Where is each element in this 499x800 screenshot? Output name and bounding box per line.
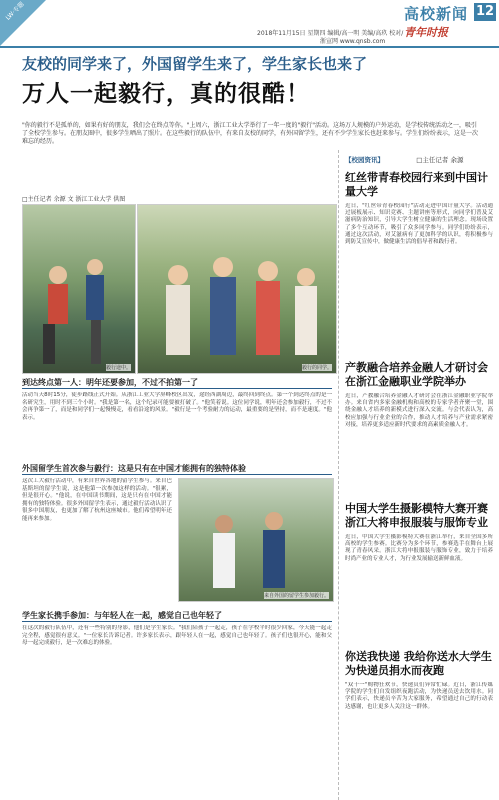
kicker: 友校的同学来了，外国留学生来了，学生家长也来了 <box>22 55 368 73</box>
masthead <box>0 0 499 46</box>
header-rule <box>0 46 499 48</box>
section-3-text: 在这次的毅行队伍中，还有一些特别的身影，他们是学生家长。"我们陪孩子一起走，孩子在学校平时很少回家，今天能一起走完全程，感觉很有意义。"一位家长告诉记者。许多家长表示，跟年轻人在一起，感觉自己也年轻了。孩子们也很开心，能和父母一起完成毅行，是一次难忘的体验。 <box>22 625 332 646</box>
column-label: 【校园资讯】 <box>345 156 384 164</box>
photo-foreign-students-illustration <box>179 479 333 601</box>
section-1-text: 活动当天8时15分，徒步路线正式开始。从浙江工业大学屏峰校区出发，途经西湖周边，最终回到终点。第一个到达终点的是一名研究生，用时不到三个小时。"我是第一名，这个纪录可能要被打破了。"他笑着说。这位同学说，明年还会参加毅行，不过不会再争第一了，而是和同学们一起慢慢走，看看沿途的风景。"毅行是一个考验耐力的运动，最重要的是坚持，而不是速度。"他表示。 <box>22 392 332 421</box>
byline: □主任记者 余源 文 浙江工业大学 供图 <box>22 196 126 203</box>
subhead-2: 外国留学生首次参与毅行：这是只有在中国才能拥有的独特体验 <box>22 464 246 473</box>
photo-caption: 毅行途中。 <box>105 365 131 371</box>
section-2-text: 这次工大毅行活动中，有来自世界各地的留学生参与。来自巴基斯坦的留学生说，这是他第一次参加这样的活动。"很累，但是很开心。"他说，在中国读书期间，这是只有在中国才能拥有的独特体验。很多外国留学生表示，通过毅行活动认识了很多中国朋友，也更加了解了杭州这座城市。他们希望明年还能再来参加。 <box>22 478 172 522</box>
headline: 万人一起毅行，真的很酷！ <box>22 81 310 107</box>
news-title: 产教融合培养金融人才研讨会在浙江金融职业学院举办 <box>345 361 488 388</box>
subhead-rule <box>22 474 332 475</box>
photo-caption: 毅行的同学。 <box>301 365 332 371</box>
photo-foreign-students <box>178 478 334 602</box>
subhead-3: 学生家长携手参加：与年轻人在一起，感觉自己也年轻了 <box>22 611 222 620</box>
lead-paragraph: "你的毅行不是孤单的，如果有好的朋友，我们会在终点等你。"上周六，浙江工业大学举行了一年一度的"毅行"活动。这场万人规模的户外运动，是学校传统活动之一，吸引了全校学生参与。在朋友圈中，很多学生晒出了照片。在这些毅行的队伍中，有来自友校的同学，有外国留学生，还有不少学生家长也赶来参与。学生们纷纷表示，这是一次难忘的经历。 <box>22 122 479 145</box>
news-body: 近日，中国大学生摄影模特大赛在浙江举行，来自全国多所高校的学生参赛。比赛分为多个环节，参赛选手在舞台上展现了青春风采。浙江大将申报服装与服饰专业，致力于培养时尚产业的专业人才，为行业发展输送新鲜血液。 <box>345 534 493 562</box>
section-title: 高校新闻 <box>404 5 469 23</box>
photo-students <box>137 204 337 374</box>
website: 浙宣网 www.qnsb.com <box>320 38 386 45</box>
news-body: 近日，"红丝带青春校园行"活动走进中国计量大学。活动通过展板展示、知识竞赛、主题讲座等形式，向同学们普及艾滋病防治知识，引导大学生树立健康的生活理念。现场设置了多个互动环节，吸引了众多同学参与。同学们纷纷表示，通过这次活动，对艾滋病有了更加科学的认识，将积极参与到防艾宣传中，做健康生活的倡导者和践行者。 <box>345 203 493 246</box>
photo-students-illustration <box>138 205 336 373</box>
subhead-rule <box>22 621 332 622</box>
subhead-1: 到达终点第一人：明年还要参加，不过不拍第一了 <box>22 378 198 387</box>
photo-hikers-illustration <box>23 205 135 373</box>
dateline: 2018年11月15日 星期四 编辑/高一明 美编/高玖 校对/ <box>257 30 404 37</box>
page-number: 12 <box>475 4 495 19</box>
photo-hikers <box>22 204 136 374</box>
news-title: 你送我快递 我给你送水大学生为快递员捐水而夜跑 <box>345 650 492 677</box>
news-title: 中国大学生摄影模特大赛开赛浙江大将申报服装与服饰专业 <box>345 502 488 529</box>
column-reporter: □主任记者 余源 <box>416 156 464 164</box>
news-title: 红丝带青春校园行来到中国计量大学 <box>345 171 488 198</box>
photo-caption: 来自外国的留学生参加毅行。 <box>263 593 329 599</box>
right-column-header <box>345 155 493 164</box>
news-body: 近日，产教融合培养金融人才研讨会在浙江金融职业学院举办。来自省内多家金融机构和高校的专家学者齐聚一堂，围绕金融人才培养的新模式进行深入交流。与会代表认为，高校应加强与行业企业的合作，推动人才培养与产业需求紧密对接，培养更多适应新时代要求的高素质金融人才。 <box>345 393 493 428</box>
news-body: "双十一"购物狂欢节，快递员们异常忙碌。近日，浙江传媒学院的学生们自发组织夜跑活动，为快递员送去饮用水。同学们表示，快递员辛苦为大家服务，希望通过自己的行动表达感谢，也让更多人关注这一群体。 <box>345 682 493 710</box>
subhead-rule <box>22 388 332 389</box>
brand-logo: 青年时报 <box>404 26 448 39</box>
corner-tag: LW·专题 <box>4 0 26 22</box>
